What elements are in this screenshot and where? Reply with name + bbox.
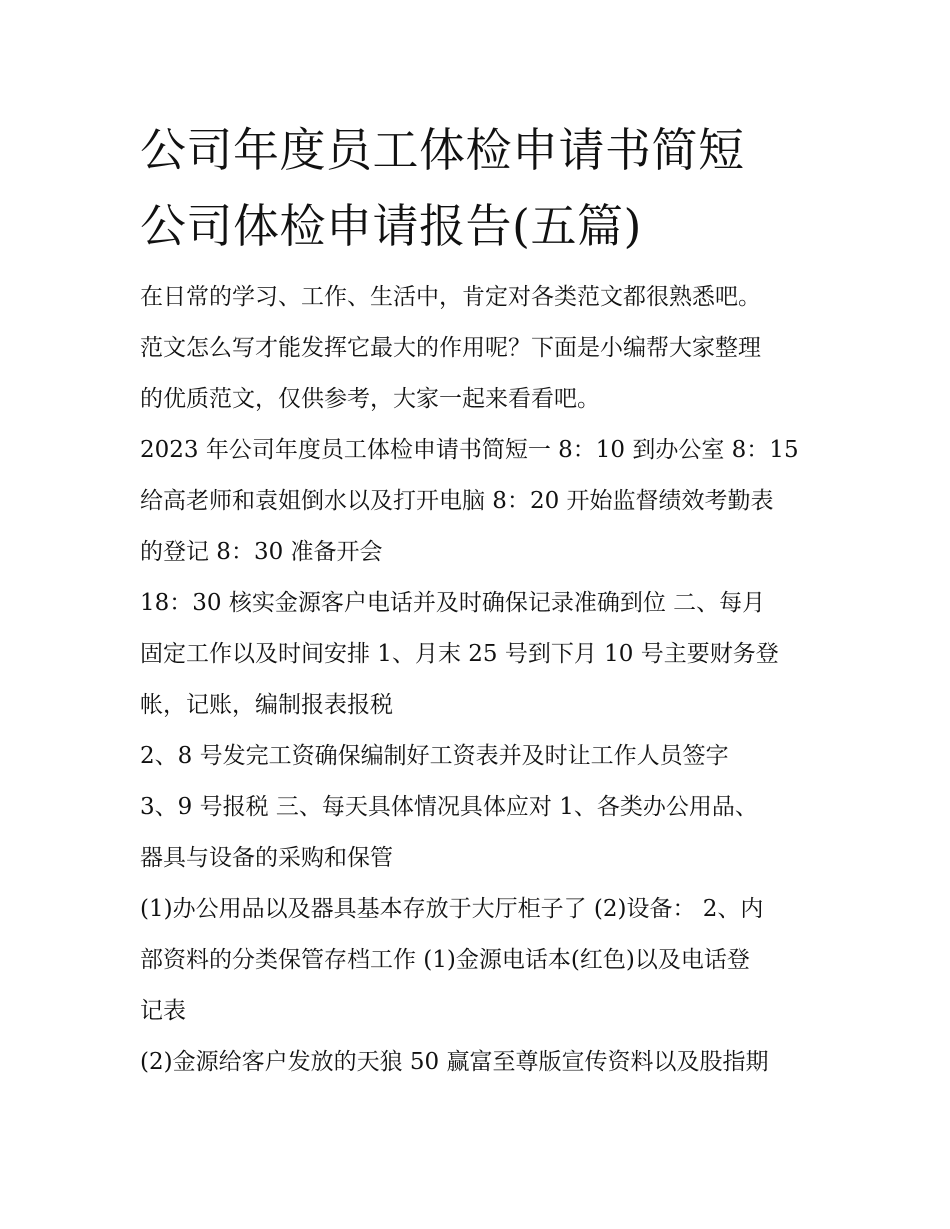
text-line: 记表: [140, 998, 186, 1024]
text-line: 固定工作以及时间安排 1、月末 25 号到下月 10 号主要财务登: [140, 641, 779, 667]
paragraph-payroll: [140, 731, 810, 782]
text-line: (2)金源给客户发放的天狼 50 赢富至尊版宣传资料以及股指期: [140, 1049, 769, 1075]
paragraph-office-supplies: [140, 884, 810, 1037]
title-line-2: 公司体检申请报告(五篇): [140, 199, 642, 253]
text-line: 在日常的学习、工作、生活中，肯定对各类范文都很熟悉吧。: [140, 284, 761, 310]
text-line: 部资料的分类保管存档工作 (1)金源电话本(红色)以及电话登: [140, 947, 750, 973]
text-line: 范文怎么写才能发挥它最大的作用呢？下面是小编帮大家整理: [140, 335, 761, 361]
text-line: 的优质范文，仅供参考，大家一起来看看吧。: [140, 386, 600, 412]
paragraph-intro: [140, 272, 810, 425]
paragraph-schedule: [140, 425, 810, 578]
paragraph-tax: [140, 782, 810, 884]
title-line-1: 公司年度员工体检申请书简短: [140, 123, 745, 177]
text-line: 给高老师和袁姐倒水以及打开电脑 8：20 开始监督绩效考勤表: [140, 488, 774, 514]
paragraph-materials: [140, 1037, 810, 1088]
text-line: 3、9 号报税 三、每天具体情况具体应对 1、各类办公用品、: [140, 794, 758, 820]
text-line: (1)办公用品以及器具基本存放于大厅柜子了 (2)设备： 2、内: [140, 896, 764, 922]
text-line: 2023 年公司年度员工体检申请书简短一 8：10 到办公室 8：15: [140, 437, 799, 463]
text-line: 2、8 号发完工资确保编制好工资表并及时让工作人员签字: [140, 743, 729, 769]
text-line: 器具与设备的采购和保管: [140, 845, 393, 871]
text-line: 的登记 8：30 准备开会: [140, 539, 383, 565]
document-title: [140, 112, 810, 264]
text-line: 帐，记账，编制报表报税: [140, 692, 393, 718]
paragraph-monthly-work: [140, 578, 810, 731]
text-line: 18：30 核实金源客户电话并及时确保记录准确到位 二、每月: [140, 590, 766, 616]
